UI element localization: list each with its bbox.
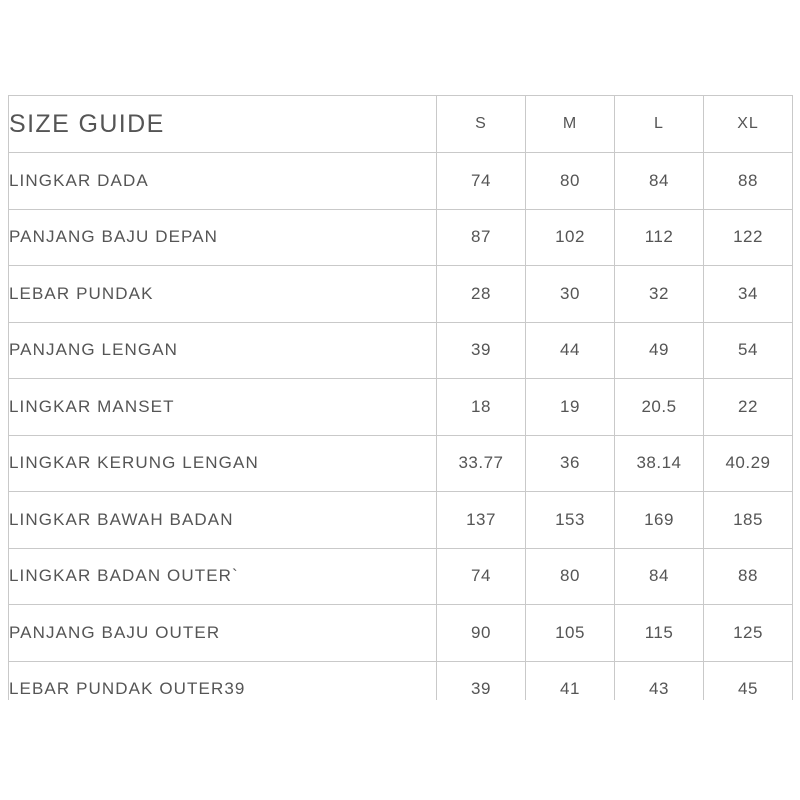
row-label: LEBAR PUNDAK [9, 266, 437, 323]
table-row [9, 492, 793, 549]
cell-s: 28 [437, 266, 526, 323]
cell-m: 105 [526, 605, 615, 662]
cell-l: 84 [615, 548, 704, 605]
row-label: LINGKAR KERUNG LENGAN [9, 435, 437, 492]
table-row [9, 379, 793, 436]
cell-m: 30 [526, 266, 615, 323]
cell-m: 80 [526, 548, 615, 605]
cell-l: 115 [615, 605, 704, 662]
page-title: SIZE GUIDE [9, 96, 437, 153]
cell-s: 33.77 [437, 435, 526, 492]
cell-m: 36 [526, 435, 615, 492]
cell-s: 18 [437, 379, 526, 436]
column-header-s: S [437, 96, 526, 153]
cell-xl: 122 [704, 209, 793, 266]
cell-l: 49 [615, 322, 704, 379]
cell-xl: 125 [704, 605, 793, 662]
row-label: PANJANG BAJU DEPAN [9, 209, 437, 266]
cell-m: 102 [526, 209, 615, 266]
column-header-m: M [526, 96, 615, 153]
cell-l: 84 [615, 153, 704, 210]
column-header-xl: XL [704, 96, 793, 153]
table-row [9, 153, 793, 210]
table-row [9, 266, 793, 323]
cell-s: 137 [437, 492, 526, 549]
cell-xl: 88 [704, 548, 793, 605]
cell-l: 169 [615, 492, 704, 549]
cell-s: 90 [437, 605, 526, 662]
cell-xl: 45 [704, 661, 793, 718]
row-label: PANJANG LENGAN [9, 322, 437, 379]
cell-m: 80 [526, 153, 615, 210]
cell-s: 39 [437, 322, 526, 379]
cell-s: 39 [437, 661, 526, 718]
table-row [9, 322, 793, 379]
table-header-row [9, 96, 793, 153]
row-label: LINGKAR MANSET [9, 379, 437, 436]
cell-m: 44 [526, 322, 615, 379]
cell-s: 74 [437, 153, 526, 210]
cell-s: 74 [437, 548, 526, 605]
column-header-l: L [615, 96, 704, 153]
cell-l: 43 [615, 661, 704, 718]
bottom-whitespace [0, 700, 800, 800]
cell-xl: 88 [704, 153, 793, 210]
size-guide-table-wrapper [8, 95, 792, 718]
row-label: LINGKAR DADA [9, 153, 437, 210]
cell-xl: 22 [704, 379, 793, 436]
cell-s: 87 [437, 209, 526, 266]
cell-l: 38.14 [615, 435, 704, 492]
cell-xl: 40.29 [704, 435, 793, 492]
row-label: PANJANG BAJU OUTER [9, 605, 437, 662]
cell-l: 32 [615, 266, 704, 323]
table-row [9, 548, 793, 605]
cell-m: 19 [526, 379, 615, 436]
cell-xl: 185 [704, 492, 793, 549]
size-guide-table [8, 95, 793, 718]
table-row [9, 209, 793, 266]
cell-xl: 54 [704, 322, 793, 379]
cell-xl: 34 [704, 266, 793, 323]
table-row [9, 605, 793, 662]
row-label: LEBAR PUNDAK OUTER39 [9, 661, 437, 718]
cell-l: 20.5 [615, 379, 704, 436]
cell-m: 153 [526, 492, 615, 549]
cell-m: 41 [526, 661, 615, 718]
row-label: LINGKAR BADAN OUTER` [9, 548, 437, 605]
row-label: LINGKAR BAWAH BADAN [9, 492, 437, 549]
cell-l: 112 [615, 209, 704, 266]
table-row [9, 435, 793, 492]
